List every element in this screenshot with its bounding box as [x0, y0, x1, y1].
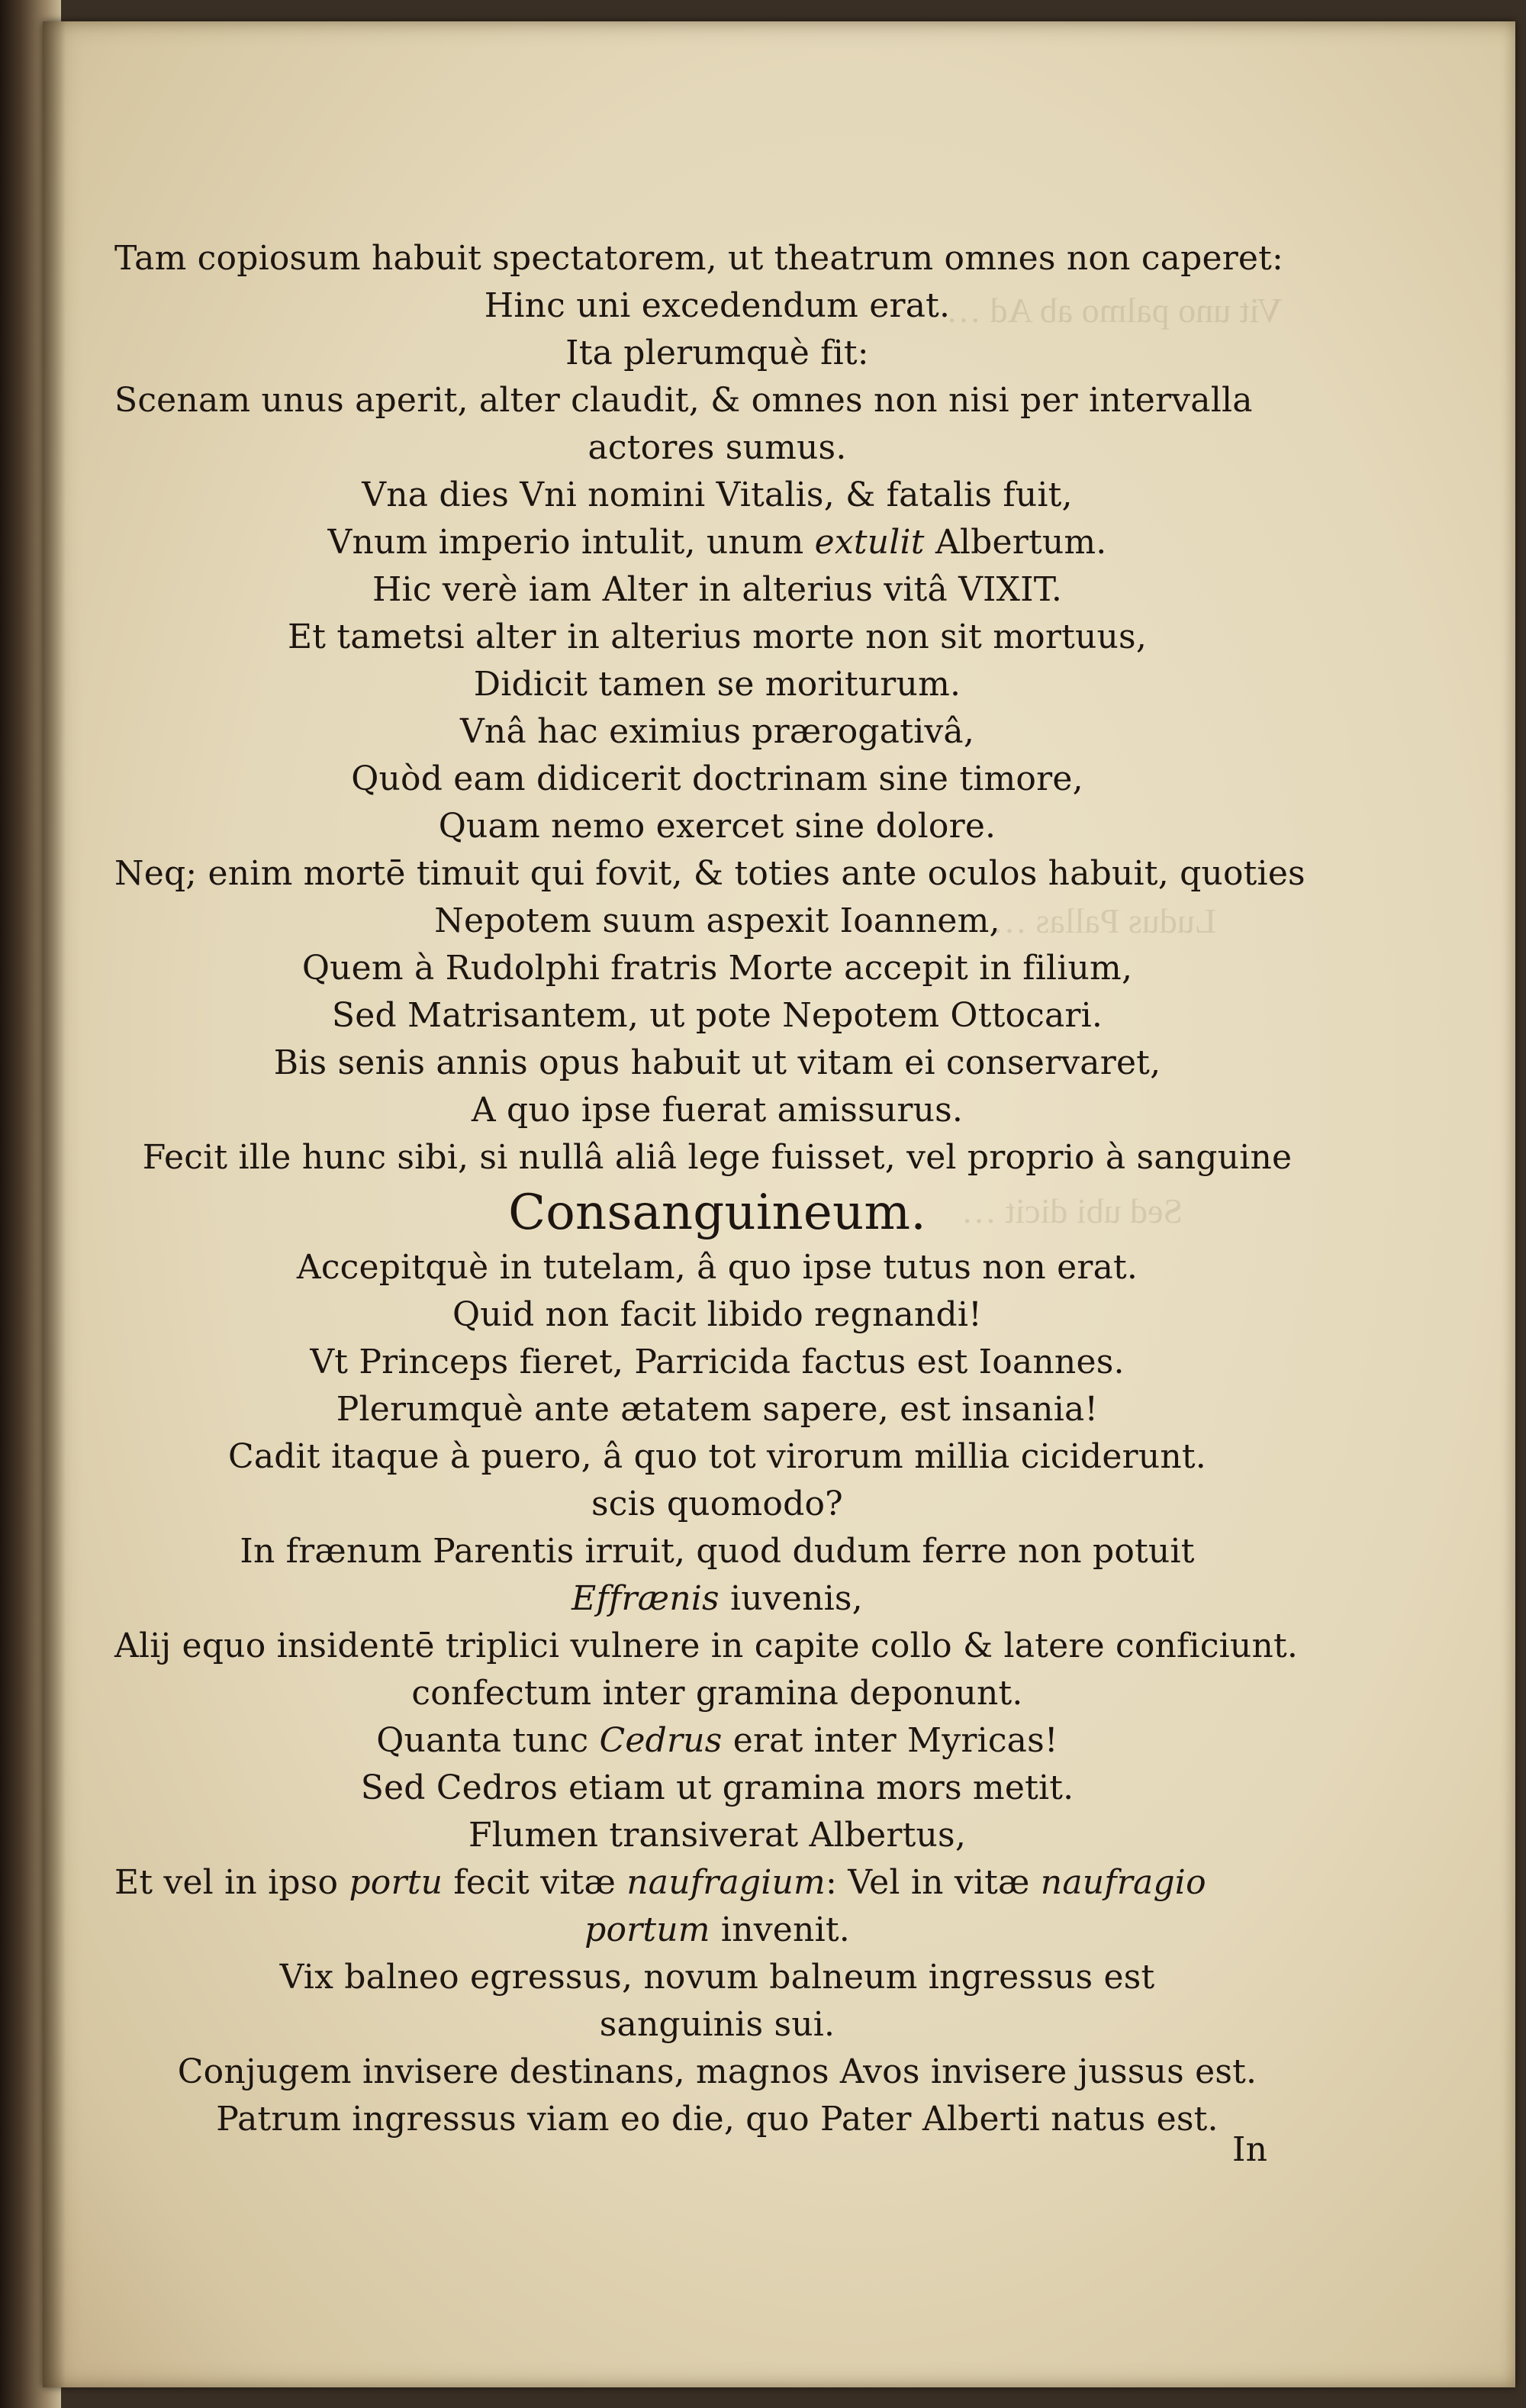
text-line: In frænum Parentis irruit, quod dudum ferre non potuit — [240, 1532, 1195, 1571]
text-line: Nepotem suum aspexit Ioannem, — [434, 901, 1000, 940]
text-line: Et vel in ipso portu fecit vitæ naufragium: Vel in vitæ naufragio — [114, 1863, 1206, 1902]
text-line: Quòd eam didicerit doctrinam sine timore, — [351, 759, 1083, 798]
text-line: confectum inter gramina deponunt. — [411, 1674, 1023, 1713]
text-line: Neq; enim mortē timuit qui fovit, & toties ante oculos habuit, quoties — [114, 854, 1305, 893]
text-line: Quid non facit libido regnandi! — [452, 1295, 982, 1334]
italic-word: portum — [584, 1910, 710, 1949]
italic-word: naufragio — [1040, 1863, 1206, 1902]
text-line: Scenam unus aperit, alter claudit, & omnes non nisi per intervalla — [114, 381, 1253, 420]
text-line: Alij equo insidentē triplici vulnere in capite collo & latere conficiunt. — [114, 1626, 1299, 1665]
text-line: sanguinis sui. — [599, 2005, 835, 2044]
text-line: portum invenit. — [584, 1910, 850, 1949]
text-line: Vna dies Vni nomini Vitalis, & fatalis fuit, — [362, 475, 1073, 514]
catchword: In — [1232, 2130, 1268, 2169]
text-line: Conjugem invisere destinans, magnos Avos invisere jussus est. — [177, 2052, 1257, 2091]
text-line: Flumen transiverat Albertus, — [468, 1816, 967, 1855]
text-line: Fecit ille hunc sibi, si nullâ aliâ lege fuisset, vel proprio à sanguine — [142, 1138, 1293, 1177]
verse-text — [114, 235, 1320, 2143]
text-line: Didicit tamen se moriturum. — [473, 665, 961, 704]
show-through-text: Ludus Pallas … — [992, 901, 1216, 940]
text-line: A quo ipse fuerat amissurus. — [471, 1091, 964, 1130]
italic-word: portu — [349, 1863, 443, 1902]
text-line: Vnum imperio intulit, unum extulit Albertum. — [327, 523, 1107, 562]
text-line: Bis senis annis opus habuit ut vitam ei conservaret, — [273, 1043, 1161, 1082]
show-through-text: Vit uno palmo ab Ad … — [946, 291, 1283, 330]
text-line: Sed Matrisantem, ut pote Nepotem Ottocari. — [331, 996, 1103, 1035]
text-line: Vnâ hac eximius prærogativâ, — [459, 712, 975, 751]
text-line: Plerumquè ante ætatem sapere, est insania! — [336, 1390, 1099, 1429]
text-line: Hic verè iam Alter in alterius vitâ VIXIT. — [372, 570, 1063, 609]
text-line: Vt Princeps fieret, Parricida factus est Ioannes. — [310, 1343, 1125, 1381]
show-through-text: Sed ubi dicit … — [961, 1191, 1183, 1230]
text-line-large: Consanguineum. — [508, 1185, 926, 1241]
text-line: Accepitquè in tutelam, â quo ipse tutus non erat. — [296, 1248, 1138, 1287]
text-line: Cadit itaque à puero, â quo tot virorum millia ciciderunt. — [228, 1437, 1206, 1476]
text-line: Patrum ingressus viam eo die, quo Pater Alberti natus est. — [216, 2100, 1219, 2139]
text-line: Sed Cedros etiam ut gramina mors metit. — [360, 1768, 1074, 1807]
italic-word: extulit — [814, 523, 925, 562]
text-line: Quanta tunc Cedrus erat inter Myricas! — [376, 1721, 1058, 1760]
italic-word: naufragium — [626, 1863, 826, 1902]
text-line: Hinc uni excedendum erat. — [484, 286, 951, 325]
text-line: scis quomodo? — [591, 1484, 843, 1523]
text-line: Effrænis iuvenis, — [571, 1579, 863, 1618]
text-line: Vix balneo egressus, novum balneum ingressus est — [279, 1958, 1155, 1997]
text-line: Quem à Rudolphi fratris Morte accepit in filium, — [301, 949, 1133, 988]
italic-word: Effrænis — [571, 1579, 720, 1618]
text-line: Quam nemo exercet sine dolore. — [438, 807, 996, 846]
page-gutter-shadow — [43, 21, 66, 2387]
text-line: Ita plerumquè fit: — [565, 334, 869, 372]
italic-word: Cedrus — [599, 1721, 723, 1760]
text-line: Tam copiosum habuit spectatorem, ut theatrum omnes non caperet: — [114, 239, 1284, 278]
text-line: Et tametsi alter in alterius morte non sit mortuus, — [287, 617, 1148, 656]
text-line: actores sumus. — [588, 428, 847, 467]
